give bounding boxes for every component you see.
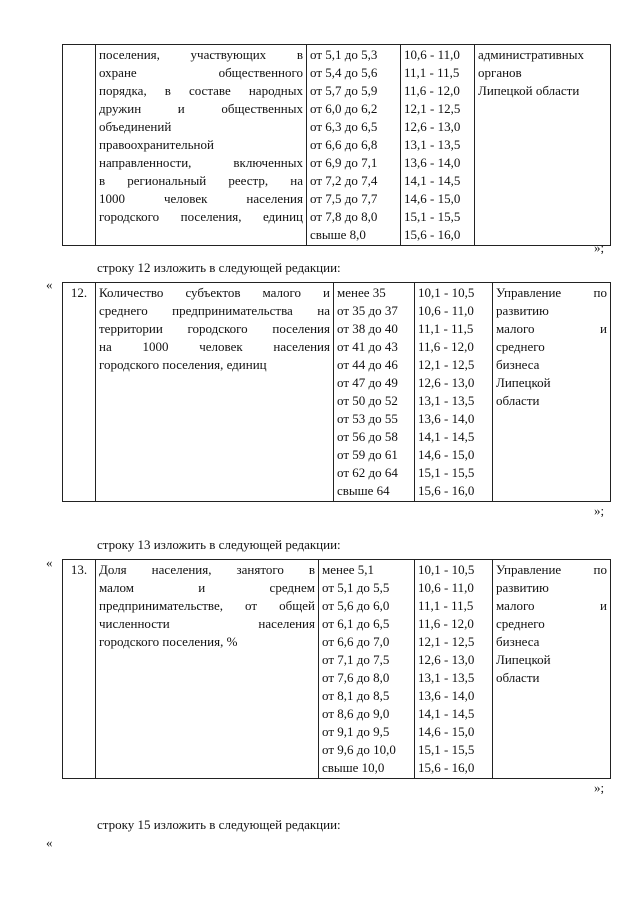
- desc-line: 1000 человек населения: [99, 191, 303, 206]
- range-value: от 47 до 49: [337, 375, 398, 390]
- number-cell: [63, 45, 96, 246]
- score-value: 14,6 - 15,0: [404, 191, 461, 206]
- score-cell: [415, 560, 493, 779]
- opening-quote: «: [46, 277, 53, 292]
- range-value: от 7,6 до 8,0: [322, 670, 390, 685]
- range-cell: [334, 283, 415, 502]
- range-value: свыше 64: [337, 483, 390, 498]
- range-value: от 6,9 до 7,1: [310, 155, 378, 170]
- score-value: 12,6 - 13,0: [418, 375, 475, 390]
- range-cell: [307, 45, 401, 246]
- score-value: 13,6 - 14,0: [418, 411, 475, 426]
- score-value: 12,1 - 12,5: [418, 634, 475, 649]
- opening-quote: «: [46, 555, 53, 570]
- responsible-line: административных: [478, 47, 584, 62]
- responsible-line: органов: [478, 65, 522, 80]
- responsible-line: области: [496, 393, 540, 408]
- score-value: 15,6 - 16,0: [404, 227, 461, 242]
- responsible-line: Управление по: [496, 285, 607, 300]
- range-value: от 6,1 до 6,5: [322, 616, 390, 631]
- score-value: 12,1 - 12,5: [404, 101, 461, 116]
- range-value: от 5,6 до 6,0: [322, 598, 390, 613]
- table-row: [63, 560, 611, 779]
- range-value: от 7,1 до 7,5: [322, 652, 390, 667]
- score-value: 10,6 - 11,0: [418, 303, 474, 318]
- responsible-line: развитию: [496, 303, 549, 318]
- range-value: от 9,1 до 9,5: [322, 724, 390, 739]
- responsible-line: среднего: [496, 339, 545, 354]
- score-value: 11,1 - 11,5: [418, 321, 474, 336]
- responsible-line: бизнеса: [496, 357, 540, 372]
- desc-line: городского поселения, %: [99, 634, 238, 649]
- range-value: свыше 8,0: [310, 227, 366, 242]
- amendment-caption-13: строку 13 изложить в следующей редакции:: [97, 537, 341, 552]
- score-value: 15,6 - 16,0: [418, 483, 475, 498]
- score-value: 13,6 - 14,0: [418, 688, 475, 703]
- responsible-line: малого и: [496, 598, 607, 613]
- range-value: от 6,6 до 7,0: [322, 634, 390, 649]
- opening-quote: «: [46, 835, 53, 850]
- desc-line: объединений: [99, 119, 172, 134]
- table-row-13: [62, 559, 611, 779]
- score-value: 11,1 - 11,5: [418, 598, 474, 613]
- score-value: 11,6 - 12,0: [418, 616, 474, 631]
- score-cell: [415, 283, 493, 502]
- desc-line: дружин и общественных: [99, 101, 303, 116]
- score-value: 14,6 - 15,0: [418, 724, 475, 739]
- range-value: от 9,6 до 10,0: [322, 742, 396, 757]
- responsible-line: малого и: [496, 321, 607, 336]
- range-value: от 7,2 до 7,4: [310, 173, 378, 188]
- score-value: 15,6 - 16,0: [418, 760, 475, 775]
- range-value: от 35 до 37: [337, 303, 398, 318]
- score-value: 10,1 - 10,5: [418, 562, 475, 577]
- score-value: 15,1 - 15,5: [404, 209, 461, 224]
- desc-line: охране общественного: [99, 65, 303, 80]
- range-value: от 6,6 до 6,8: [310, 137, 378, 152]
- row-number: 12.: [63, 283, 96, 502]
- range-value: от 8,6 до 9,0: [322, 706, 390, 721]
- score-value: 14,1 - 14,5: [418, 706, 475, 721]
- range-value: от 62 до 64: [337, 465, 398, 480]
- score-value: 11,1 - 11,5: [404, 65, 460, 80]
- desc-line: порядка, в составе народных: [99, 83, 303, 98]
- range-value: от 44 до 46: [337, 357, 398, 372]
- score-value: 15,1 - 15,5: [418, 742, 475, 757]
- range-value: от 7,8 до 8,0: [310, 209, 378, 224]
- desc-line: малом и среднем: [99, 580, 315, 595]
- score-value: 10,1 - 10,5: [418, 285, 475, 300]
- desc-line: поселения, участвующих в: [99, 47, 303, 62]
- description-cell: [96, 283, 334, 502]
- amendment-caption-15: строку 15 изложить в следующей редакции:: [97, 817, 341, 832]
- responsible-line: Управление по: [496, 562, 607, 577]
- responsible-line: Липецкой: [496, 652, 551, 667]
- responsible-cell: [475, 45, 611, 246]
- responsible-line: развитию: [496, 580, 549, 595]
- closing-quote: »;: [594, 503, 605, 518]
- closing-quote: »;: [594, 240, 605, 255]
- range-value: от 50 до 52: [337, 393, 398, 408]
- score-value: 12,6 - 13,0: [404, 119, 461, 134]
- desc-line: правоохранительной: [99, 137, 214, 152]
- score-value: 12,1 - 12,5: [418, 357, 475, 372]
- range-value: менее 5,1: [322, 562, 374, 577]
- score-value: 13,1 - 13,5: [418, 670, 475, 685]
- desc-line: на 1000 человек населения: [99, 339, 330, 354]
- table-row: [63, 283, 611, 502]
- table-row: [63, 45, 611, 246]
- responsible-line: Липецкой области: [478, 83, 580, 98]
- score-value: 14,1 - 14,5: [418, 429, 475, 444]
- range-value: от 38 до 40: [337, 321, 398, 336]
- responsible-line: бизнеса: [496, 634, 540, 649]
- score-value: 13,1 - 13,5: [404, 137, 461, 152]
- table-row-12: [62, 282, 611, 502]
- score-cell: [401, 45, 475, 246]
- range-value: от 6,0 до 6,2: [310, 101, 378, 116]
- closing-quote: »;: [594, 780, 605, 795]
- description-cell: [96, 45, 307, 246]
- amendment-caption-12: строку 12 изложить в следующей редакции:: [97, 260, 341, 275]
- score-value: 13,6 - 14,0: [404, 155, 461, 170]
- range-value: от 5,1 до 5,3: [310, 47, 378, 62]
- range-value: менее 35: [337, 285, 386, 300]
- desc-line: Количество субъектов малого и: [99, 285, 330, 300]
- range-value: от 59 до 61: [337, 447, 398, 462]
- range-value: от 56 до 58: [337, 429, 398, 444]
- desc-line: среднего предпринимательства на: [99, 303, 330, 318]
- desc-line: территории городского поселения: [99, 321, 330, 336]
- score-value: 14,6 - 15,0: [418, 447, 475, 462]
- desc-line: городского поселения, единиц: [99, 357, 267, 372]
- responsible-line: области: [496, 670, 540, 685]
- range-value: от 5,1 до 5,5: [322, 580, 390, 595]
- score-value: 11,6 - 12,0: [404, 83, 460, 98]
- responsible-line: Липецкой: [496, 375, 551, 390]
- desc-line: численности населения: [99, 616, 315, 631]
- score-value: 10,6 - 11,0: [404, 47, 460, 62]
- range-value: свыше 10,0: [322, 760, 385, 775]
- score-value: 14,1 - 14,5: [404, 173, 461, 188]
- row-number: 13.: [63, 560, 96, 779]
- score-value: 11,6 - 12,0: [418, 339, 474, 354]
- desc-line: Доля населения, занятого в: [99, 562, 315, 577]
- desc-line: предпринимательстве, от общей: [99, 598, 315, 613]
- range-value: от 41 до 43: [337, 339, 398, 354]
- range-value: от 5,4 до 5,6: [310, 65, 378, 80]
- description-cell: [96, 560, 319, 779]
- range-value: от 5,7 до 5,9: [310, 83, 378, 98]
- score-value: 10,6 - 11,0: [418, 580, 474, 595]
- range-value: от 6,3 до 6,5: [310, 119, 378, 134]
- range-cell: [319, 560, 415, 779]
- score-value: 15,1 - 15,5: [418, 465, 475, 480]
- responsible-cell: [493, 560, 611, 779]
- score-value: 12,6 - 13,0: [418, 652, 475, 667]
- desc-line: в региональный реестр, на: [99, 173, 303, 188]
- table-continuation: [62, 44, 611, 246]
- desc-line: направленности, включенных: [99, 155, 303, 170]
- range-value: от 8,1 до 8,5: [322, 688, 390, 703]
- score-value: 13,1 - 13,5: [418, 393, 475, 408]
- range-value: от 53 до 55: [337, 411, 398, 426]
- desc-line: городского поселения, единиц: [99, 209, 303, 224]
- range-value: от 7,5 до 7,7: [310, 191, 378, 206]
- responsible-line: среднего: [496, 616, 545, 631]
- responsible-cell: [493, 283, 611, 502]
